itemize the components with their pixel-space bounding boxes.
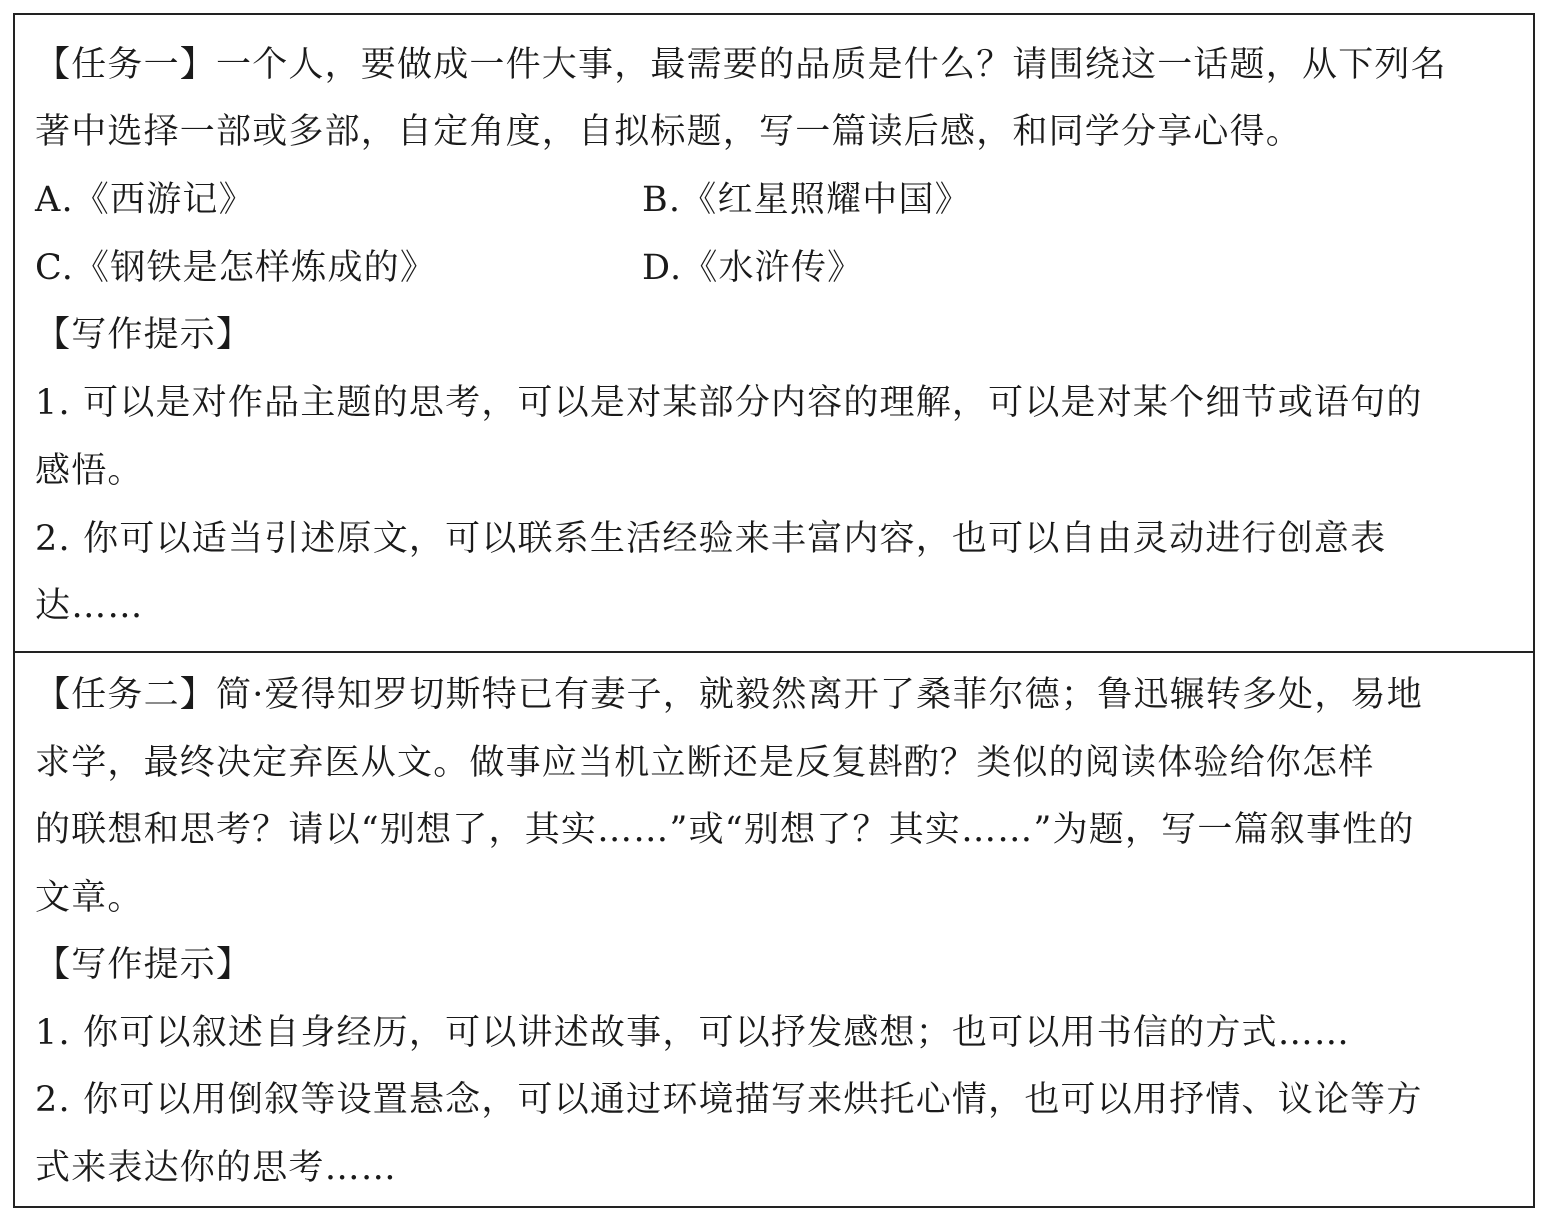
task-one-hint-2-line-2: 达…… bbox=[35, 586, 144, 626]
option-b: B.《红星照耀中国》 bbox=[642, 180, 971, 220]
task-two-prompt-line-3: 的联想和思考？请以“别想了，其实……”或“别想了？其实……”为题，写一篇叙事性的 bbox=[35, 810, 1415, 850]
task-two-hint-2-line-1: 2. 你可以用倒叙等设置悬念，可以通过环境描写来烘托心情，也可以用抒情、议论等方 bbox=[35, 1080, 1423, 1120]
task-one-hint-title: 【写作提示】 bbox=[35, 315, 253, 355]
task-two-prompt-line-1: 【任务二】简·爱得知罗切斯特已有妻子，就毅然离开了桑菲尔德；鲁迅辗转多处，易地 bbox=[35, 675, 1423, 715]
task-one-prompt-line-1: 【任务一】一个人，要做成一件大事，最需要的品质是什么？请围绕这一话题，从下列名 bbox=[35, 45, 1447, 85]
task-one-hint-2-line-1: 2. 你可以适当引述原文，可以联系生活经验来丰富内容，也可以自由灵动进行创意表 bbox=[35, 519, 1387, 559]
task-one-hint-1-line-1: 1. 可以是对作品主题的思考，可以是对某部分内容的理解，可以是对某个细节或语句的 bbox=[35, 383, 1423, 423]
option-d: D.《水浒传》 bbox=[642, 248, 864, 288]
task-one-prompt-line-2: 著中选择一部或多部，自定角度，自拟标题，写一篇读后感，和同学分享心得。 bbox=[35, 112, 1303, 152]
option-a: A.《西游记》 bbox=[35, 180, 255, 220]
task-two-prompt-line-4: 文章。 bbox=[35, 878, 144, 918]
task-two-hint-2-line-2: 式来表达你的思考…… bbox=[35, 1148, 398, 1188]
task-two-hint-1: 1. 你可以叙述自身经历，可以讲述故事，可以抒发感想；也可以用书信的方式…… bbox=[35, 1013, 1351, 1053]
task-frame bbox=[13, 13, 1535, 1208]
task-two-section bbox=[15, 653, 1533, 1206]
option-c: C.《钢铁是怎样炼成的》 bbox=[35, 248, 437, 288]
task-two-prompt-line-2: 求学，最终决定弃医从文。做事应当机立断还是反复斟酌？类似的阅读体验给你怎样 bbox=[35, 743, 1375, 783]
task-two-hint-title: 【写作提示】 bbox=[35, 945, 253, 985]
task-one-section bbox=[15, 15, 1533, 653]
task-one-hint-1-line-2: 感悟。 bbox=[35, 451, 144, 491]
